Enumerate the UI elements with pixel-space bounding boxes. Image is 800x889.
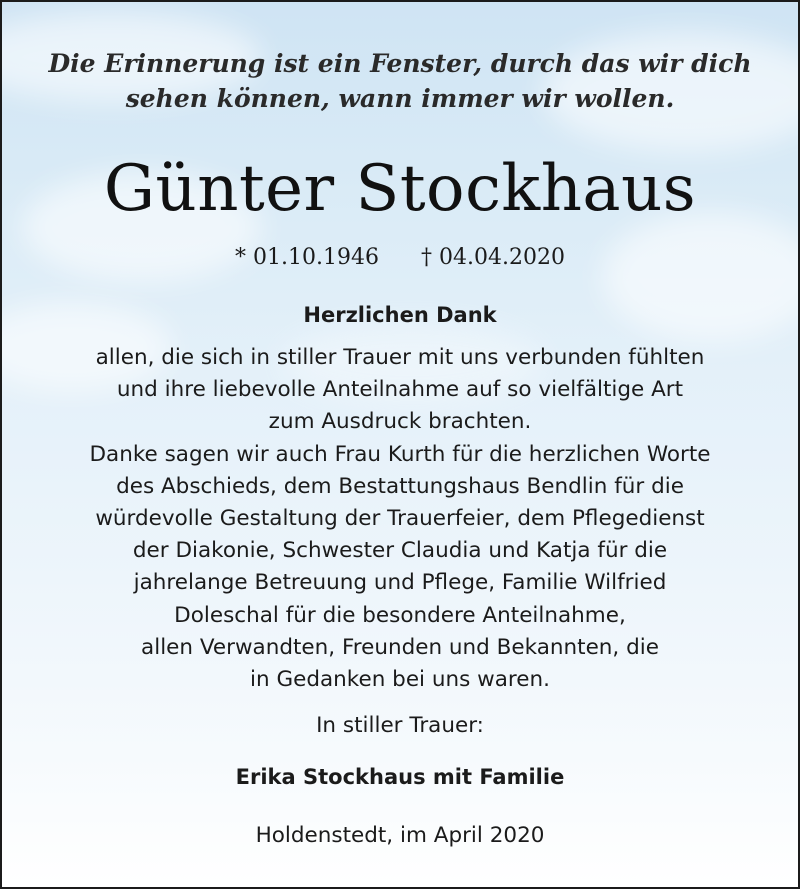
mourning-line: In stiller Trauer:: [316, 713, 484, 738]
thanks-line: Doleschal für die besondere Anteilnahme,: [174, 602, 626, 628]
deceased-name: Günter Stockhaus: [103, 152, 697, 226]
thanks-heading: Herzlichen Dank: [303, 303, 497, 327]
birth-date: * 01.10.1946: [235, 245, 379, 270]
place-and-date: Holdenstedt, im April 2020: [255, 823, 545, 848]
thanks-line: in Gedanken bei uns waren.: [250, 667, 550, 693]
memorial-quote: [2, 46, 798, 116]
family-signature: Erika Stockhaus mit Familie: [235, 765, 565, 789]
thanks-line: würdevolle Gestaltung der Trauerfeier, dem Pflegedienst: [95, 506, 705, 532]
quote-line-1: Die Erinnerung ist ein Fenster, durch das wir dich: [48, 49, 752, 78]
thanks-line: allen, die sich in stiller Trauer mit uns verbunden fühlten: [95, 345, 705, 370]
thanks-line: Danke sagen wir auch Frau Kurth für die herzlichen Worte: [89, 441, 711, 467]
thanks-text: [2, 342, 798, 696]
thanks-line: jahrelange Betreuung und Pflege, Familie Wilfried: [133, 570, 667, 596]
thanks-line: allen Verwandten, Freunden und Bekannten, die: [141, 634, 659, 660]
life-dates: [2, 242, 798, 274]
quote-line-2: sehen können, wann immer wir wollen.: [125, 84, 675, 113]
thanks-line: zum Ausdruck brachten.: [268, 409, 532, 435]
thanks-line: der Diakonie, Schwester Claudia und Katja für die: [132, 538, 668, 564]
death-date: † 04.04.2020: [421, 245, 565, 270]
thanks-line: und ihre liebevolle Anteilnahme auf so vielfältige Art: [116, 377, 684, 403]
thanks-line: des Abschieds, dem Bestattungshaus Bendlin für die: [116, 473, 684, 499]
